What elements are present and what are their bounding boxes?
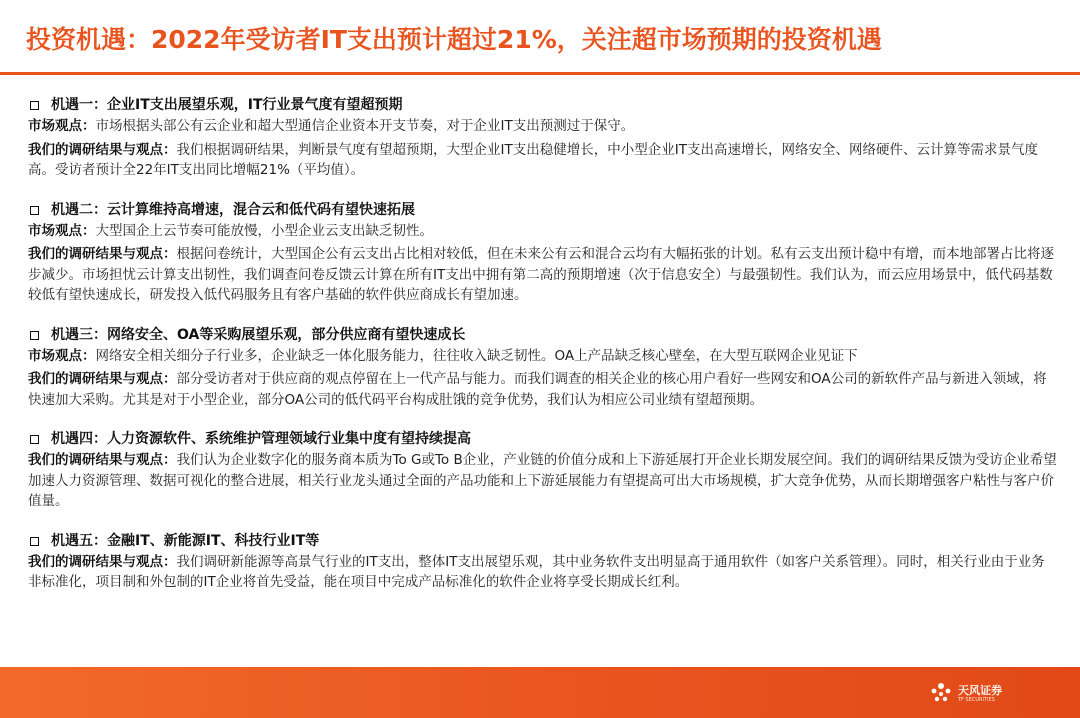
company-logo (928, 681, 1002, 707)
paragraph-label: 市场观点： (28, 118, 96, 134)
paragraph-text: 市场根据头部公有云企业和超大型通信企业资本开支节奏，对于企业IT支出预测过于保守。 (95, 118, 635, 134)
paragraph (28, 116, 1058, 137)
checkbox-bullet-icon (30, 206, 39, 215)
paragraph-text: 部分受访者对于供应商的观点停留在上一代产品与能力。而我们调查的相关企业的核心用户看好一些网安和OA公司的新软件产品与新进入领域，将快速加大采购。尤其是对于小型企业，部分OA公司的低代码平台构成肚饿的竞争优势，我们认为相应公司业绩有望超预期。 (28, 371, 1047, 408)
section-opportunity-5 (28, 531, 1058, 593)
page-title: 投资机遇：2022年受访者IT支出预计超过21%，关注超市场预期的投资机遇 (26, 25, 882, 54)
paragraph (28, 221, 1058, 242)
section-heading: 机遇五：金融IT、新能源IT、科技行业IT等 (51, 532, 320, 549)
paragraph (28, 140, 1058, 181)
section-heading: 机遇一：企业IT支出展望乐观，IT行业景气度有望超预期 (51, 97, 403, 113)
checkbox-bullet-icon (30, 331, 39, 340)
paragraph-label: 市场观点： (28, 222, 96, 239)
paragraph-label: 市场观点： (28, 347, 96, 364)
paragraph-label: 我们的调研结果与观点： (28, 452, 177, 468)
section-opportunity-3 (28, 325, 1058, 411)
logo-subtitle: TF SECURITIES (958, 697, 995, 703)
paragraph-label: 我们的调研结果与观点： (28, 553, 177, 570)
paragraph (28, 369, 1058, 410)
logo-name: 天风证券 (958, 684, 1002, 697)
footer-bar (0, 667, 1080, 718)
paragraph-text: 大型国企上云节奏可能放慢，小型企业云支出缺乏韧性。 (95, 222, 433, 239)
paragraph (28, 244, 1058, 306)
checkbox-bullet-icon (30, 435, 39, 444)
section-opportunity-1 (28, 95, 1058, 181)
paragraph-text: 我们根据调研结果，判断景气度有望超预期，大型企业IT支出稳健增长，中小型企业IT支出高速增长，网络安全、网络硬件、云计算等需求景气度高。受访者预计全22年IT支出同比增幅21%（平均值）。 (28, 141, 1038, 178)
paragraph-label: 我们的调研结果与观点： (28, 141, 177, 158)
checkbox-bullet-icon (30, 537, 39, 546)
paragraph-text: 我们调研新能源等高景气行业的IT支出，整体IT支出展望乐观，其中业务软件支出明显高于通用软件（如客户关系管理）。同时，相关行业由于业务非标准化，项目制和外包制的IT企业将首先受益，能在项目中完成产品标准化的软件企业将享受长期成长红利。 (28, 553, 1045, 590)
section-heading: 机遇三：网络安全、OA等采购展望乐观，部分供应商有望快速成长 (51, 326, 466, 343)
paragraph-text: 我们认为企业数字化的服务商本质为To G或To B企业，产业链的价值分成和上下游延展打开企业长期发展空间。我们的调研结果反馈为受访企业希望加速人力资源管理、数据可视化的整合进展，相关行业龙头通过全面的产品功能和上下游延展能力有望提高可出大市场规模，扩大竞争优势，从而长期增强客户粘性与客户价值量。 (28, 452, 1057, 509)
title-divider (0, 72, 1080, 75)
section-heading: 机遇四：人力资源软件、系统维护管理领域行业集中度有望持续提高 (51, 431, 471, 447)
paragraph-label: 我们的调研结果与观点： (28, 371, 177, 387)
paragraph (28, 450, 1058, 512)
checkbox-bullet-icon (30, 101, 39, 110)
logo-mark-icon (928, 681, 954, 707)
paragraph-label: 我们的调研结果与观点： (28, 246, 177, 262)
paragraph (28, 552, 1058, 593)
paragraph (28, 346, 1058, 367)
section-opportunity-2 (28, 200, 1058, 306)
paragraph-text: 根据问卷统计，大型国企公有云支出占比相对较低，但在未来公有云和混合云均有大幅拓张的计划。私有云支出预计稳中有增，而本地部署占比将逐步减少。市场担忧云计算支出韧性，我们调查问卷反馈云计算在所有IT支出中拥有第二高的预期增速（次于信息安全）与最强韧性。我们认为，而云应用场景中，低代码基数较低有望快速成长，研发投入低代码服务且有客户基础的软件供应商成长有望加速。 (28, 246, 1054, 303)
paragraph-text: 网络安全相关细分子行业多，企业缺乏一体化服务能力，往往收入缺乏韧性。OA上产品缺乏核心壁垒，在大型互联网企业见证下 (95, 347, 858, 364)
section-heading: 机遇二：云计算维持高增速，混合云和低代码有望快速拓展 (51, 201, 415, 218)
sections-container (28, 95, 1058, 612)
section-opportunity-4 (28, 429, 1058, 512)
